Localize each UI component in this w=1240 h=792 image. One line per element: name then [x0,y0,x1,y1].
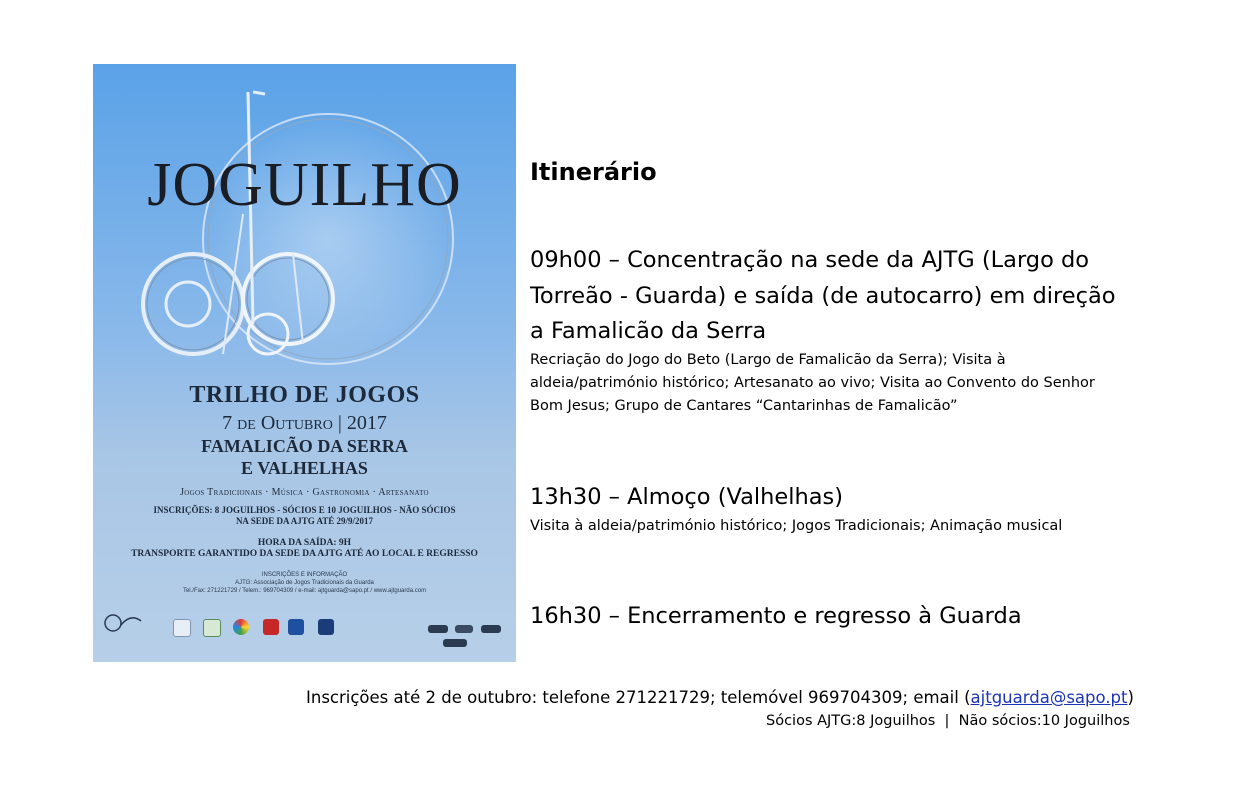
stop2-title: 13h30 – Almoço (Valhelhas) [530,484,844,510]
registration-info [306,688,1134,707]
sponsor-logos [103,617,506,653]
stop1-detail-line3: Bom Jesus; Grupo de Cantares “Cantarinhas de Famalicão” [530,398,958,414]
sponsor-logo-icon [428,625,448,633]
itinerary-heading: Itinerário [530,158,657,186]
poster-inscricoes-line2: NA SEDE DA AJTG ATÉ 29/9/2017 [235,516,374,526]
poster-place-line1: FAMALICÃO DA SERRA [201,436,408,456]
sponsor-logo-icon [443,639,467,647]
sponsor-logo-icon [173,619,191,637]
prices-info: Sócios AJTG:8 Joguilhos | Não sócios:10 Joguilhos [766,713,1130,729]
coat-of-arms-icon [318,619,334,635]
poster-inscricoes-line1: INSCRIÇÕES: 8 JOGUILHOS - SÓCIOS E 10 JOGUILHOS - NÃO SÓCIOS [153,505,456,515]
poster-info-line2: AJTG: Associação de Jogos Tradicionais da Guarda [235,580,374,586]
poster-info-line3: Tel./Fax: 271221729 / Telem.: 969704309 / e-mail: ajtguarda@sapo.pt / www.ajtguarda.com [182,588,427,594]
sponsor-logo-icon [203,619,221,637]
poster-subtitle: TRILHO DE JOGOS [189,382,420,408]
event-poster [93,64,516,662]
sponsor-logo-icon [455,625,473,633]
poster-saida-line2: TRANSPORTE GARANTIDO DA SEDE DA AJTG ATÉ AO LOCAL E REGRESSO [131,549,478,559]
email-link[interactable]: ajtguarda@sapo.pt [970,688,1128,707]
poster-categories: Jogos Tradicionais · Música · Gastronomia · Artesanato [180,487,429,498]
stop1-title-line2: Torreão - Guarda) e saída (de autocarro) em direção [530,283,1116,309]
stop3-title: 16h30 – Encerramento e regresso à Guarda [530,603,1022,629]
coat-of-arms-icon [288,619,304,635]
poster-date: 7 de Outubro | 2017 [222,412,387,434]
sponsor-logo-icon [481,625,501,633]
registration-close: ) [1127,688,1134,707]
stop1-detail-line1: Recriação do Jogo do Beto (Largo de Famalicão da Serra); Visita à [530,352,1006,368]
stop1-title-line1: 09h00 – Concentração na sede da AJTG (Largo do [530,247,1090,273]
poster-saida-line1: HORA DA SAÍDA: 9H [257,538,352,548]
poster-place-line2: E VALHELHAS [241,458,368,478]
registration-text: Inscrições até 2 de outubro: telefone 271221729; telemóvel 969704309; email ( [306,688,971,707]
stop1-title-line3: a Famalicão da Serra [530,318,767,344]
poster-title: JOGUILHO [147,151,462,219]
ajtg-logo-icon [103,605,143,635]
sponsor-logo-icon [233,619,249,635]
stop1-detail-line2: aldeia/património histórico; Artesanato ao vivo; Visita ao Convento do Senhor [530,375,1095,391]
stop2-detail: Visita à aldeia/património histórico; Jogos Tradicionais; Animação musical [530,518,1063,534]
poster-info-line1: INSCRIÇÕES E INFORMAÇÃO [261,572,348,578]
coat-of-arms-icon [263,619,279,635]
